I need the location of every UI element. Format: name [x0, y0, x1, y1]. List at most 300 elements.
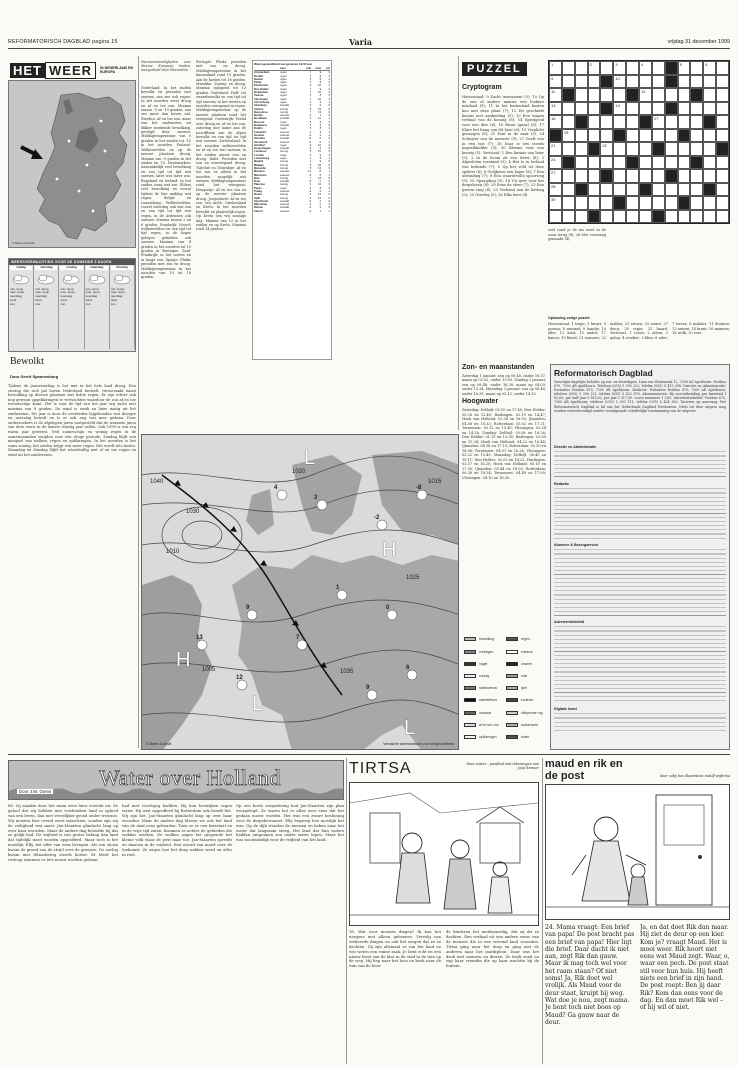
crossword-cell[interactable]: [613, 102, 626, 116]
city-weather: regen: [279, 87, 287, 91]
maud-column-1: 24. Mama vraagt: Een brief van papa! De post bracht pas een brief van papa! Hier ligt die brief. Daar dacht ik niet aan, zegt Rik dan gauw. Maar ik mag toch wel voor het raam staan? Of niet soms! Ja, Rik doet wel vrolijk. Als Maud voor de deur staat, kruipt hij weg. Wat doe je nou, zegt mama. Je bent toch niet boos op Maud? Ga gauw naar de deur.: [545, 924, 635, 1026]
crossword-cell[interactable]: [562, 210, 575, 224]
crossword-block: [613, 129, 626, 143]
crossword-cell[interactable]: [716, 156, 729, 170]
crossword-cell[interactable]: [626, 142, 639, 156]
city-weather: bewolkt: [279, 180, 290, 184]
colofon-sub-2-lines: [554, 486, 726, 540]
forecast-line: max. temp.: [10, 290, 25, 295]
crossword-number: 16: [551, 116, 556, 121]
crossword-cell[interactable]: [575, 156, 588, 170]
pressure-high-2: H: [176, 649, 191, 671]
crossword-cell[interactable]: [626, 75, 639, 89]
city-min: 6: [309, 77, 312, 81]
crossword-cell[interactable]: [549, 115, 562, 129]
crossword-cell[interactable]: [549, 156, 562, 170]
city-min: 8: [309, 150, 312, 154]
pressure-low-1: L: [252, 693, 264, 715]
legend-symbol-icon: [506, 723, 518, 727]
crossword-cell[interactable]: [652, 115, 665, 129]
city-min: 0: [309, 124, 312, 128]
city-max: 5: [319, 157, 322, 161]
forecast-banner: WEERSVERWACHTING VOOR DE KOMENDE 5 DAGEN: [9, 259, 135, 265]
crossword-cell[interactable]: [652, 61, 665, 75]
crossword-cell[interactable]: [600, 210, 613, 224]
city-min: 4: [309, 104, 312, 108]
crossword-cell[interactable]: [665, 156, 678, 170]
city-max: 10: [318, 143, 322, 147]
city-min: 6: [309, 143, 312, 147]
city-weather: regen: [279, 157, 287, 161]
forecast-line: wind: [110, 297, 117, 302]
crossword-cell[interactable]: [716, 210, 729, 224]
city-max: 8: [319, 127, 322, 131]
city-precip: 0: [328, 180, 331, 184]
crossword-cell[interactable]: [665, 115, 678, 129]
city-weather: sneeuw: [279, 140, 290, 144]
crossword-cell[interactable]: [588, 102, 601, 116]
crossword-cell[interactable]: [652, 169, 665, 183]
city-weather: bewolkt: [279, 104, 290, 108]
city-min: 7: [309, 71, 312, 75]
crossword-cell[interactable]: [639, 102, 652, 116]
city-min: 6: [309, 74, 312, 78]
svg-text:7: 7: [296, 635, 300, 641]
crossword-cell[interactable]: [690, 129, 703, 143]
crossword-cell[interactable]: [716, 115, 729, 129]
city-weather: regen: [279, 97, 287, 101]
crossword-cell[interactable]: [613, 142, 626, 156]
crossword-cell[interactable]: [575, 142, 588, 156]
crossword-cell[interactable]: [678, 88, 691, 102]
city-min: 6: [309, 84, 312, 88]
crossword-cell[interactable]: [626, 115, 639, 129]
puzzle-solution: Horizontaal: 1 trage; 5 kwart; 9 poema; 8 rommel; 9 handje; 10 albe; 12 kind; 15 ander; 17 kanon; 19 bloed; 21 nonsens; 22 mallen; 23 ertsen; 25 satire; 27 deun; 28 regie; 31 baard. Verticaal: 1 toren; 2 adem; 3 galop; 4 rendier; 5 klim; 6 ader; 7 terras; 8 makker; 11 dromen; 13 armen; 14 krant; 16 mannen; 18 wolk; 20 rust.: [548, 322, 730, 340]
synoptic-map-svg: [142, 435, 459, 750]
colofon-sub-1: Directie en Administratie: [554, 445, 597, 449]
crossword-cell[interactable]: [716, 196, 729, 210]
crossword-cell[interactable]: [613, 88, 626, 102]
crossword-cell[interactable]: [690, 102, 703, 116]
crossword-cell[interactable]: [562, 196, 575, 210]
legend-item: [464, 697, 504, 704]
isobar-label-5: 1010: [166, 549, 180, 555]
crossword-cell[interactable]: [549, 169, 562, 183]
crossword-cell[interactable]: [703, 102, 716, 116]
city-precip: 1: [328, 189, 331, 193]
forecast-day: [59, 265, 84, 349]
crossword-cell[interactable]: [575, 196, 588, 210]
city-max: 8: [319, 77, 322, 81]
forecast-day-name: maandag: [86, 266, 108, 270]
crossword-cell[interactable]: [626, 61, 639, 75]
colofon-title: Reformatorisch Dagblad: [554, 368, 653, 378]
legend-symbol-icon: [506, 650, 518, 654]
crossword-cell[interactable]: [690, 61, 703, 75]
city-precip: 3: [328, 87, 331, 91]
column-rule-2: [458, 56, 459, 430]
crossword-cell[interactable]: [613, 156, 626, 170]
legend-item: [506, 709, 546, 716]
forecast-days: [9, 265, 135, 349]
crossword-cell[interactable]: [613, 75, 626, 89]
crossword-block: [665, 61, 678, 75]
forecast-line: neerslag: [10, 294, 22, 299]
city-name: Lissabon: [254, 150, 267, 154]
city-min: 5: [309, 193, 312, 197]
crossword-cell[interactable]: [703, 75, 716, 89]
city-max: 9: [319, 100, 322, 104]
crossword-cell[interactable]: [562, 115, 575, 129]
crossword-number: 14: [615, 102, 620, 108]
crossword-cell[interactable]: [716, 61, 729, 75]
crossword-cell[interactable]: [639, 156, 652, 170]
forecast-day: [34, 265, 59, 349]
column-rule-4: [542, 758, 543, 1064]
crossword-cell[interactable]: [665, 196, 678, 210]
crossword-cell[interactable]: [665, 210, 678, 224]
crossword-cell[interactable]: [690, 210, 703, 224]
crossword-cell[interactable]: [549, 183, 562, 197]
crossword-cell[interactable]: [678, 183, 691, 197]
city-name: Warschau: [254, 203, 268, 207]
crossword-cell[interactable]: [562, 129, 575, 143]
city-weather: zonnig: [279, 163, 288, 167]
crossword-cell[interactable]: [703, 210, 716, 224]
legend-label: regen: [521, 637, 530, 642]
crossword-cell[interactable]: [703, 129, 716, 143]
crossword-cell[interactable]: [575, 88, 588, 102]
crossword-cell[interactable]: [613, 183, 626, 197]
crossword-cell[interactable]: [562, 75, 575, 89]
crossword-cell[interactable]: [639, 169, 652, 183]
netherlands-map-svg: [9, 81, 136, 248]
city-row: [254, 210, 330, 213]
crossword-number: 10: [615, 75, 620, 81]
crossword-cell[interactable]: [575, 102, 588, 116]
crossword-cell[interactable]: [665, 142, 678, 156]
legend-label: opklaringen: [479, 735, 497, 740]
crossword-cell[interactable]: [549, 75, 562, 89]
city-min: -2: [308, 209, 312, 213]
crossword-cell[interactable]: [703, 156, 716, 170]
crossword-cell[interactable]: [639, 75, 652, 89]
legend-symbol-icon: [506, 662, 518, 666]
city-precip: 3: [328, 71, 331, 75]
crossword-cell[interactable]: [562, 61, 575, 75]
crossword-cell[interactable]: [678, 102, 691, 116]
header-right: vrijdag 31 december 1999: [667, 39, 730, 45]
tide-heading: Hoogwater: [462, 398, 499, 405]
crossword-cell[interactable]: [600, 156, 613, 170]
legend-label: wolkenveld: [521, 722, 538, 727]
crossword-cell[interactable]: [652, 102, 665, 116]
crossword-cell[interactable]: [652, 129, 665, 143]
crossword-cell[interactable]: [600, 115, 613, 129]
city-max: 1: [319, 209, 322, 213]
crossword-cell[interactable]: [549, 61, 562, 75]
crossword-cell[interactable]: [600, 61, 613, 75]
crossword-number: 3: [615, 62, 618, 67]
crossword-cell[interactable]: [716, 75, 729, 89]
crossword-cell[interactable]: [549, 210, 562, 224]
city-max: 13: [318, 196, 322, 200]
crossword-cell[interactable]: [575, 129, 588, 143]
city-weather: bewolkt: [279, 206, 290, 210]
crossword-cell[interactable]: [639, 210, 652, 224]
forecast-day: [85, 265, 110, 349]
city-precip: 2: [328, 81, 331, 85]
crossword-cell[interactable]: [678, 115, 691, 129]
pressure-low-3: L: [404, 717, 416, 739]
city-name: Barcelona: [254, 110, 268, 114]
city-name: Innsbruck: [254, 140, 268, 144]
crossword-cell[interactable]: [626, 102, 639, 116]
crossword-block: [652, 210, 665, 224]
city-max: 16: [318, 183, 322, 187]
city-name: Split: [254, 196, 261, 200]
crossword-grid-wrap: [548, 60, 730, 224]
crossword-cell[interactable]: [690, 75, 703, 89]
crossword-block: [690, 156, 703, 170]
crossword-cell[interactable]: [600, 88, 613, 102]
crossword-block: [600, 169, 613, 183]
crossword-cell[interactable]: [716, 102, 729, 116]
city-max: 0: [319, 189, 322, 193]
crossword-cell[interactable]: [549, 88, 562, 102]
crossword-cell[interactable]: [703, 196, 716, 210]
crossword-cell[interactable]: [626, 169, 639, 183]
crossword-block: [639, 183, 652, 197]
crossword-cell[interactable]: [678, 210, 691, 224]
crossword-grid[interactable]: [548, 60, 730, 224]
crossword-cell[interactable]: [690, 169, 703, 183]
crossword-cell[interactable]: [652, 75, 665, 89]
crossword-cell[interactable]: [690, 183, 703, 197]
crossword-cell[interactable]: [575, 169, 588, 183]
crossword-cell[interactable]: [652, 183, 665, 197]
crossword-cell[interactable]: [639, 196, 652, 210]
crossword-cell[interactable]: [588, 169, 601, 183]
weather-title: [10, 62, 136, 78]
forecast-line: min. temp.: [35, 286, 50, 291]
crossword-cell[interactable]: [665, 129, 678, 143]
city-min: 5: [309, 127, 312, 131]
city-precip: 0: [328, 193, 331, 197]
city-max: 2: [319, 147, 322, 151]
city-weather: regen: [279, 100, 287, 104]
crossword-number: 28: [551, 183, 556, 189]
crossword-block: [600, 102, 613, 116]
crossword-cell[interactable]: [652, 196, 665, 210]
crossword-cell[interactable]: [716, 129, 729, 143]
crossword-cell[interactable]: [600, 142, 613, 156]
crossword-cell[interactable]: [639, 88, 652, 102]
crossword-cell[interactable]: [588, 88, 601, 102]
isobar-label-1: 1040: [150, 479, 164, 485]
synoptic-credit: © Meteo Consult: [146, 742, 172, 746]
city-min: -1: [308, 147, 312, 151]
legend-label: stuifsneeuw: [479, 686, 497, 691]
crossword-block: [690, 88, 703, 102]
maud-credit: door coby bos illustraties rudolf wijbrina: [659, 774, 730, 778]
crossword-cell[interactable]: [716, 88, 729, 102]
crossword-cell[interactable]: [716, 169, 729, 183]
netherlands-map: [8, 80, 136, 248]
crossword-cell[interactable]: [703, 61, 716, 75]
legend-label: bewolking: [479, 637, 495, 642]
crossword-cell[interactable]: [588, 196, 601, 210]
crossword-cell[interactable]: [678, 142, 691, 156]
crossword-cell[interactable]: [588, 75, 601, 89]
crossword-cell[interactable]: [613, 115, 626, 129]
crossword-cell[interactable]: [562, 142, 575, 156]
crossword-cell[interactable]: [626, 183, 639, 197]
city-min: 5: [309, 166, 312, 170]
city-precip: 3: [328, 127, 331, 131]
colofon-sub-5: Digitale krant: [554, 707, 577, 711]
city-precip: 0: [328, 206, 331, 210]
svg-text:9: 9: [366, 685, 370, 691]
city-precip: 1: [328, 157, 331, 161]
forecast-day-name: dinsdag: [111, 266, 133, 270]
crossword-cell[interactable]: [600, 196, 613, 210]
crossword-cell[interactable]: [703, 169, 716, 183]
legend-item: [464, 722, 504, 729]
svg-text:0: 0: [386, 605, 390, 611]
crossword-cell[interactable]: [703, 88, 716, 102]
city-max: 10: [318, 97, 322, 101]
crossword-cell[interactable]: [678, 61, 691, 75]
crossword-cell[interactable]: [588, 156, 601, 170]
crossword-cell[interactable]: [613, 169, 626, 183]
city-weather: sneeuw: [279, 170, 290, 174]
city-max: 13: [318, 166, 322, 170]
city-weather: bewolkt: [279, 124, 290, 128]
legend-label: uitlopende rug: [521, 710, 543, 715]
crossword-cell[interactable]: [575, 210, 588, 224]
forecast-line: wind: [85, 297, 92, 302]
maud-illustration: [545, 784, 730, 920]
page-header: [8, 38, 730, 48]
crossword-number: 2: [589, 62, 592, 67]
crossword-cell[interactable]: [678, 156, 691, 170]
crossword-cell[interactable]: [588, 115, 601, 129]
crossword-cell[interactable]: [639, 61, 652, 75]
crossword-cell[interactable]: [626, 210, 639, 224]
legend-item: [464, 673, 504, 680]
city-weather: bewolkt: [279, 137, 290, 141]
city-weather: regen: [279, 77, 287, 81]
europe-column-1: Nederland: In het zuiden bewolkt en perioden met sneeuw, aan zee ook regen. In het noorden eerst droog en af en toe zon. Minima tussen -5 en -15 graden, aan zee meer dan boven nul. Zweden: Af en toe zon, maar van het zuidwesten uit dikker wordende bewolking, gevolgd door sneeuw. Middagtemperatuur van 0 graden in het zuiden tot -10 in het noorden. Finland: Wolkenvelden en op de meeste plaatsen droog. Minima van -5 graden in het zuiden en -15. Denemarken: Aanvankelijk veel bewolking en van tijd tot tijd wat sneeuw, later wat meer zon. Engeland en Ierland: In het zuiden soms wat zon. Elders veel bewolking en vooral tijdens de late middag wat regen. België en Luxemburg: Wolkenvelden, vooral zaterdag ook wat zon en van tijd tot tijd wat regen, in de Ardennen ook sneeuw. Minima tussen 2 en 6 graden. Frankrijk: Noord: wolkenvelden en van tijd tot tijd regen, in de hoger gelegen gebieden ook sneeuw. Maxima van 4 graden in het noorden tot 10 graden in Bretagne. Zuid-Frankrijk: in het oosten en in lange zon. Spanje: Flinke perioden met zon en droog. Middagtemperatuur in het noorden van 10 tot 18 graden.: [141, 86, 191, 280]
city-name: Deelen: [254, 77, 264, 81]
legend-item: [464, 685, 504, 692]
city-min: -3: [308, 189, 312, 193]
forecast-line: neerslag: [60, 294, 72, 299]
crossword-cell[interactable]: [575, 75, 588, 89]
crossword-cell[interactable]: [665, 88, 678, 102]
crossword-number: 13: [551, 102, 556, 108]
city-name: Oslo: [254, 180, 261, 184]
city-name: Genève: [254, 133, 265, 137]
crossword-cell[interactable]: [613, 210, 626, 224]
city-min: 7: [309, 87, 312, 91]
crossword-cell[interactable]: [703, 142, 716, 156]
city-weather: regen: [279, 120, 287, 124]
city-max: 3: [319, 124, 322, 128]
city-name: Budapest: [254, 124, 267, 128]
crossword-cell[interactable]: [613, 61, 626, 75]
crossword-cell[interactable]: [600, 183, 613, 197]
crossword-cell[interactable]: [652, 88, 665, 102]
city-max: 15: [318, 107, 322, 111]
crossword-cell[interactable]: [639, 129, 652, 143]
crossword-cell[interactable]: [626, 196, 639, 210]
synoptic-map: [141, 434, 459, 750]
crossword-cell[interactable]: [626, 129, 639, 143]
city-weather: sneeuw: [279, 173, 290, 177]
forecast-day-name: vrijdag: [10, 266, 32, 270]
crossword-cell[interactable]: [639, 142, 652, 156]
legend-label: af en toe zon: [479, 722, 499, 727]
crossword-number: 27: [551, 170, 556, 175]
crossword-cell[interactable]: [575, 61, 588, 75]
city-max: 1: [319, 114, 322, 118]
crossword-cell[interactable]: [549, 196, 562, 210]
crossword-cell[interactable]: [562, 169, 575, 183]
crossword-cell[interactable]: [562, 183, 575, 197]
city-precip: 2: [328, 114, 331, 118]
crossword-cell[interactable]: [678, 169, 691, 183]
crossword-cell[interactable]: [588, 183, 601, 197]
crossword-cell[interactable]: [549, 142, 562, 156]
crossword-number: 6: [705, 62, 708, 67]
tirtsa-text-2: de kinderen het merkwaardig, dat zij dit zo dachten. Een verhaal uit een andere eeuw, van de mensen die in een vreemd land woonden. Tirtsa ging naar het dorp en ging met de anderen naar het marktplein. Daar was het druk met mensen en dieren. Ze keek rond en zag haar vriendin die op haar wachtte bij de fontein.: [446, 930, 539, 969]
cloud-icon: [111, 272, 133, 286]
crossword-cell[interactable]: [690, 196, 703, 210]
city-max: 9: [319, 71, 322, 75]
crossword-cell[interactable]: [588, 61, 601, 75]
svg-text:4: 4: [274, 485, 278, 491]
crossword-cell[interactable]: [588, 129, 601, 143]
svg-text:-2: -2: [374, 515, 380, 521]
city-max: -1: [318, 203, 322, 207]
legend-item: [464, 636, 504, 643]
city-weather: sneeuw: [279, 133, 290, 137]
city-precip: 1: [328, 117, 331, 121]
city-weather: regen: [279, 71, 287, 75]
crossword-cell[interactable]: [665, 183, 678, 197]
crossword-cell[interactable]: [690, 115, 703, 129]
city-precip: 1: [328, 170, 331, 174]
crossword-cell[interactable]: [690, 142, 703, 156]
crossword-cell[interactable]: [562, 102, 575, 116]
city-col-nsl: nsl: [325, 67, 331, 70]
crossword-cell[interactable]: [549, 102, 562, 116]
city-weather: zonnig: [279, 150, 288, 154]
city-precip: 2: [328, 153, 331, 157]
crossword-cell[interactable]: [600, 129, 613, 143]
city-min: 5: [309, 94, 312, 98]
crossword-cell[interactable]: [652, 156, 665, 170]
crossword-cell[interactable]: [678, 75, 691, 89]
column-rule-1: [138, 56, 139, 748]
crossword-number: 12: [640, 89, 646, 94]
crossword-block: [716, 142, 729, 156]
city-max: 10: [318, 91, 322, 95]
crossword-cell[interactable]: [716, 183, 729, 197]
city-precip: 0: [328, 176, 331, 180]
